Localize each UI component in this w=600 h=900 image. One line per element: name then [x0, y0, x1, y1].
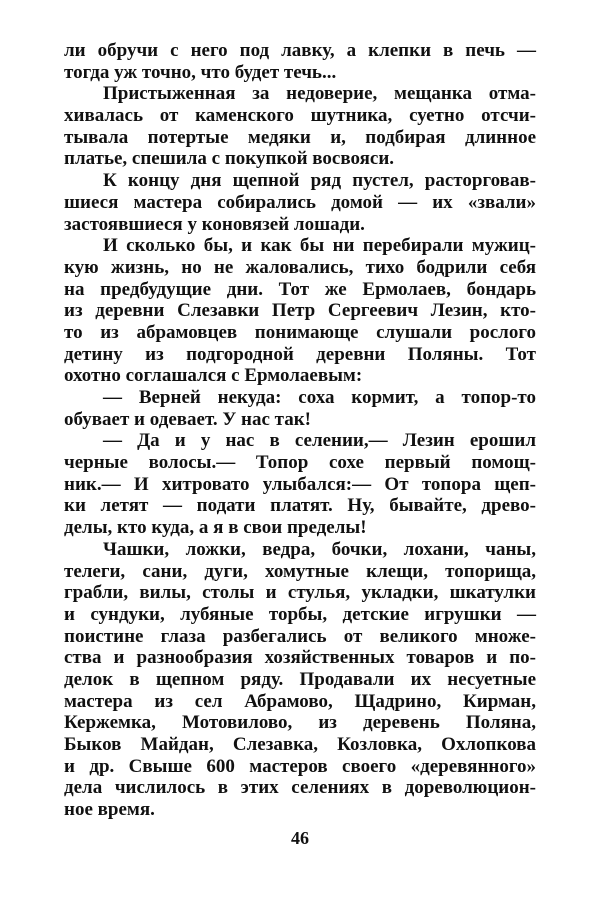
- text-line: шиеся мастера собирались домой — их «звали»: [64, 191, 536, 213]
- text-line: грабли, вилы, столы и стулья, укладки, шкатулки: [64, 582, 536, 604]
- text-line: тывала потертые медяки и, подбирая длинное: [64, 126, 536, 148]
- text-line: Кержемка, Мотовилово, из деревень Поляна,: [64, 712, 536, 734]
- text-line: Чашки, ложки, ведра, бочки, лохани, чаны,: [103, 538, 536, 560]
- text-line: делок в щепном ряду. Продавали их несуетные: [64, 668, 536, 690]
- text-line: детину из подгородной деревни Поляны. Тот: [64, 343, 536, 365]
- text-line: то из абрамовцев понимающе слушали рослого: [64, 321, 536, 343]
- text-line: ное время.: [64, 799, 155, 821]
- text-line: обувает и одевает. У нас так!: [64, 408, 312, 430]
- paragraph: [64, 83, 536, 170]
- text-line: Пристыженная за недоверие, мещанка отма-: [103, 83, 536, 105]
- text-line: телеги, сани, дуги, хомутные клещи, топорища,: [64, 560, 536, 582]
- text-line: — Да и у нас в селении,— Лезин ерошил: [103, 430, 536, 452]
- text-line: ник.— И хитровато улыбался:— От топора щеп-: [64, 473, 536, 495]
- text-line: поистине глаза разбегались от великого множе-: [64, 625, 536, 647]
- text-line: из деревни Слезавки Петр Сергеевич Лезин, кто-: [64, 300, 536, 322]
- text-line: ства и разнообразия хозяйственных товаров и по-: [64, 647, 536, 669]
- text-line: застоявшиеся у коновязей лошади.: [64, 213, 365, 235]
- text-line: дела числилось в этих селениях в дореволюцион-: [64, 777, 536, 799]
- text-line: хивалась от каменского шутника, суетно отсчи-: [64, 105, 536, 127]
- paragraph: [64, 539, 536, 821]
- text-line: кую жизнь, но не жаловались, тихо бодрили себя: [64, 256, 536, 278]
- text-line: делы, кто куда, а я в свои пределы!: [64, 517, 367, 539]
- text-line: ки летят — подати платят. Ну, бывайте, древо-: [64, 495, 536, 517]
- text-line: тогда уж точно, что будет течь...: [64, 61, 337, 83]
- text-line: — Верней некуда: соха кормит, а топор-то: [103, 387, 536, 408]
- page-body-text: [64, 40, 536, 821]
- paragraph: [64, 170, 536, 235]
- page-number: 46: [291, 828, 309, 848]
- text-line: Быков Майдан, Слезавка, Козловка, Охлопкова: [64, 734, 536, 755]
- text-line: платье, спешила с покупкой восвояси.: [64, 148, 395, 170]
- text-line: и др. Свыше 600 мастеров своего «деревянного»: [64, 755, 536, 777]
- paragraph: [64, 235, 536, 387]
- text-line: на предбудущие дни. Тот же Ермолаев, бондарь: [64, 278, 536, 300]
- paragraph: [64, 430, 536, 538]
- text-line: И сколько бы, и как бы ни перебирали мужиц-: [103, 235, 536, 257]
- text-line: и сундуки, лубяные торбы, детские игрушки —: [64, 603, 536, 625]
- text-line: мастера из сел Абрамово, Щадрино, Кирман,: [64, 690, 536, 712]
- paragraph: [64, 40, 536, 83]
- text-line: К концу дня щепной ряд пустел, расторговав-: [103, 170, 536, 192]
- text-line: охотно соглашался с Ермолаевым:: [64, 365, 363, 387]
- text-line: ли обручи с него под лавку, а клепки в печь —: [64, 40, 536, 61]
- text-line: черные волосы.— Топор сохе первый помощ-: [64, 452, 536, 474]
- paragraph: [64, 387, 536, 430]
